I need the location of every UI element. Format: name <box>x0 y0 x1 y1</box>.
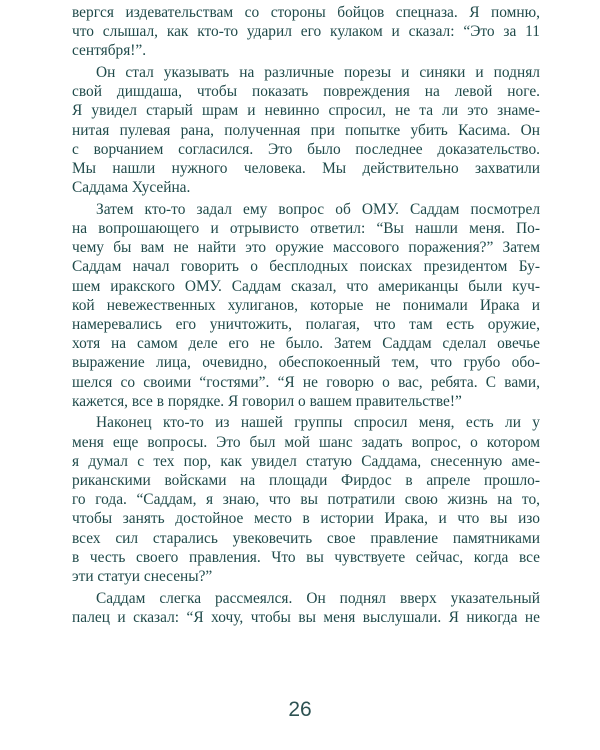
text-line: на вопрошающего и отрывисто ответил: “Вы нашли меня. По- <box>72 220 540 237</box>
paragraph-first-line: Затем кто-то задал ему вопрос об ОМУ. Саддам посмотрел <box>96 200 540 218</box>
paragraph-first-line: Он стал указывать на различные порезы и синяки и поднял <box>96 64 540 81</box>
text-line: Мы нашли нужного человека. Мы действительно захватили <box>72 160 540 177</box>
text-line: риканскими войсками на площади Фирдос в апреле прошло- <box>72 472 540 489</box>
text-line: свой дишдаша, чтобы показать повреждения на левой ноге. <box>72 83 540 101</box>
text-line: вергся издевательствам со стороны бойцов спецназа. Я помню, <box>72 4 540 21</box>
text-line: шем иракского ОМУ. Саддам сказал, что американцы были куч- <box>72 277 540 295</box>
text-line: Саддам начал говорить о бесплодных поисках президентом Бу- <box>72 258 540 276</box>
text-line: шелся со своими “гостями”. “Я не говорю о вас, ребята. С вами, <box>72 373 540 391</box>
text-line: чтобы занять достойное место в истории Ирака, и что вы изо <box>72 510 540 528</box>
text-line: хотя на самом деле его не было. Затем Саддам сделал овечье <box>72 335 540 353</box>
text-line: чему бы вам не найти это оружие массового поражения?” Затем <box>72 239 540 257</box>
text-line: сентября!”. <box>72 42 147 60</box>
text-line: палец и сказал: “Я хочу, чтобы вы меня выслушали. Я никогда не <box>72 608 540 626</box>
text-line: с ворчанием согласился. Это было последнее доказательство. <box>72 140 540 158</box>
text-line: всех сил старались увековечить свое правление памятниками <box>72 529 540 547</box>
text-line: в честь своего правления. Что вы чувствуете сейчас, когда все <box>72 548 540 566</box>
text-line: я думал с тех пор, как увидел статую Саддама, снесенную аме- <box>72 452 540 470</box>
text-line: выражение лица, очевидно, обеспокоенный тем, что грубо обо- <box>72 354 540 372</box>
paragraph-first-line: Саддам слегка рассмеялся. Он поднял вверх указательный <box>96 589 540 607</box>
text-line: Я увидел старый шрам и невинно спросил, не та ли это знаме- <box>72 102 540 120</box>
paragraph-first-line: Наконец кто-то из нашей группы спросил меня, есть ли у <box>96 414 540 432</box>
text-line: меня еще вопросы. Это был мой шанс задать вопрос, о котором <box>72 433 540 451</box>
text-line: нитая пулевая рана, полученная при попытке убить Касима. Он <box>72 121 540 139</box>
text-line: кой невежественных хулиганов, которые не понимали Ирака и <box>72 296 540 314</box>
text-line: го года. “Саддам, я знаю, что вы потратили свою жизнь на то, <box>72 491 540 509</box>
text-line: что слышал, как кто-то ударил его кулаком и сказал: “Это за 11 <box>72 23 540 41</box>
text-line: Саддама Хусейна. <box>72 179 191 197</box>
page-number: 26 <box>288 698 312 721</box>
text-line: намеревались его уничтожить, полагая, что там есть оружие, <box>72 316 540 333</box>
text-line: эти статуи снесены?” <box>72 568 213 585</box>
text-line: кажется, все в порядке. Я говорил о вашем правительстве!” <box>72 392 462 410</box>
